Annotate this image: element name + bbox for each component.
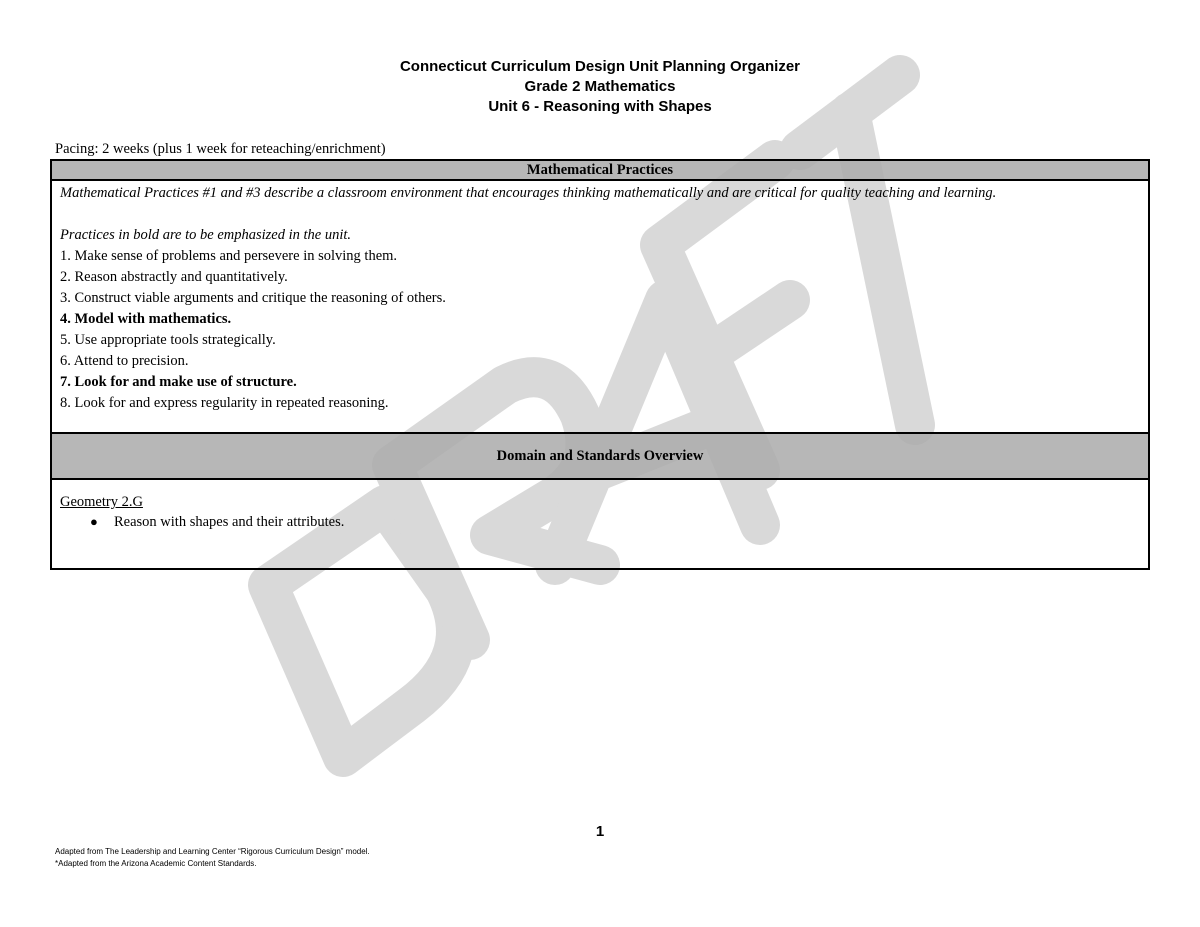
standard-item: [90, 512, 1140, 532]
footnote-1: Adapted from The Leadership and Learning Center “Rigorous Curriculum Design” model.: [55, 847, 370, 856]
document-header: [0, 57, 1200, 117]
document-grade: Grade 2 Mathematics: [524, 78, 676, 95]
domain-title: Geometry 2.G: [60, 494, 143, 510]
overview-heading: Domain and Standards Overview: [51, 433, 1149, 479]
practices-heading: Mathematical Practices: [51, 160, 1149, 180]
footnotes: [55, 846, 370, 870]
practice-item: 6. Attend to precision.: [60, 353, 189, 369]
practice-item: 4. Model with mathematics.: [60, 311, 232, 327]
practice-item: 7. Look for and make use of structure.: [60, 374, 297, 390]
pacing-text: Pacing: 2 weeks (plus 1 week for reteaching/enrichment): [55, 141, 386, 157]
planning-table: [50, 159, 1150, 570]
practice-item: 8. Look for and express regularity in repeated reasoning.: [60, 395, 389, 411]
bullet-icon: ●: [90, 514, 98, 529]
practice-item: 3. Construct viable arguments and critique the reasoning of others.: [60, 290, 446, 306]
footnote-2: *Adapted from the Arizona Academic Content Standards.: [55, 859, 257, 868]
standard-text: Reason with shapes and their attributes.: [114, 514, 345, 530]
practices-note: Practices in bold are to be emphasized in the unit.: [60, 227, 352, 243]
document-unit: Unit 6 - Reasoning with Shapes: [488, 98, 712, 115]
practice-item: 1. Make sense of problems and persevere in solving them.: [60, 248, 398, 264]
document-title: Connecticut Curriculum Design Unit Planning Organizer: [399, 58, 801, 75]
page-number: 1: [595, 823, 605, 840]
practice-item: 2. Reason abstractly and quantitatively.: [60, 269, 288, 285]
overview-cell: [51, 479, 1149, 569]
standards-list: [60, 512, 1140, 532]
practices-intro: Mathematical Practices #1 and #3 describe a classroom environment that encourages thinking mathematically and are critical for quality teaching and learning.: [60, 185, 997, 201]
practices-cell: [51, 180, 1149, 433]
practices-list: [60, 246, 1140, 414]
practice-item: 5. Use appropriate tools strategically.: [60, 332, 276, 348]
